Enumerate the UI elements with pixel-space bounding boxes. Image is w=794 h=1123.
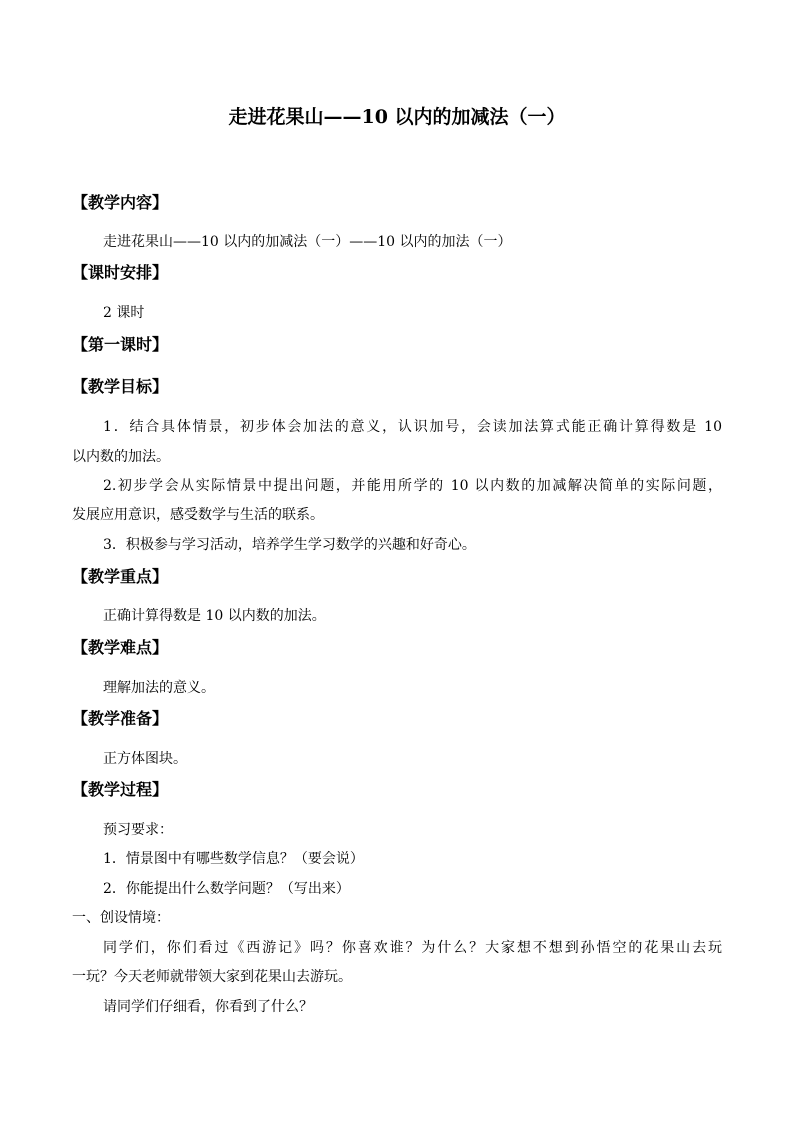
objective-line-3: 3．积极参与学习活动，培养学生学习数学的兴趣和好奇心。 (103, 537, 476, 553)
key-points-text: 正确计算得数是 10 以内数的加法。 (103, 608, 326, 624)
objective-line-2: 2.初步学会从实际情景中提出问题，并能用所学的 10 以内数的加减解决简单的实际问题， (103, 478, 722, 494)
section-heading-preparation: 【教学准备】 (72, 709, 169, 728)
objective-line-1-cont: 以内数的加法。 (72, 449, 170, 465)
section-heading-content: 【教学内容】 (72, 193, 169, 212)
section-heading-schedule: 【课时安排】 (72, 263, 169, 282)
schedule-text: 2 课时 (103, 305, 145, 321)
objective-line-2-cont: 发展应用意识，感受数学与生活的联系。 (72, 507, 324, 523)
page-title: 走进花果山——10 以内的加减法（一） (228, 106, 566, 128)
content-text: 走进花果山——10 以内的加减法（一）——10 以内的加法（一） (103, 234, 512, 250)
process-step-heading: 一、创设情境： (72, 910, 170, 926)
section-heading-objectives: 【教学目标】 (72, 377, 169, 396)
section-heading-process: 【教学过程】 (72, 780, 169, 799)
objective-line-1: 1．结合具体情景，初步体会加法的意义，认识加号，会读加法算式能正确计算得数是 10 (103, 419, 722, 435)
section-heading-key-points: 【教学重点】 (72, 567, 169, 586)
process-paragraph-1: 同学们，你们看过《西游记》吗？你喜欢谁？为什么？大家想不想到孙悟空的花果山去玩 (103, 940, 722, 956)
preparation-text: 正方体图块。 (103, 751, 187, 767)
section-heading-difficulties: 【教学难点】 (72, 638, 169, 657)
difficulties-text: 理解加法的意义。 (103, 680, 215, 696)
preview-item-2: 2．你能提出什么数学问题？（写出来） (103, 881, 350, 897)
process-paragraph-1-cont: 一玩？今天老师就带领大家到花果山去游玩。 (72, 969, 352, 985)
preview-item-1: 1．情景图中有哪些数学信息？（要会说） (103, 851, 364, 867)
section-heading-first-lesson: 【第一课时】 (72, 335, 169, 354)
preview-requirements: 预习要求： (103, 822, 173, 838)
process-paragraph-2: 请同学们仔细看，你看到了什么？ (103, 999, 313, 1015)
